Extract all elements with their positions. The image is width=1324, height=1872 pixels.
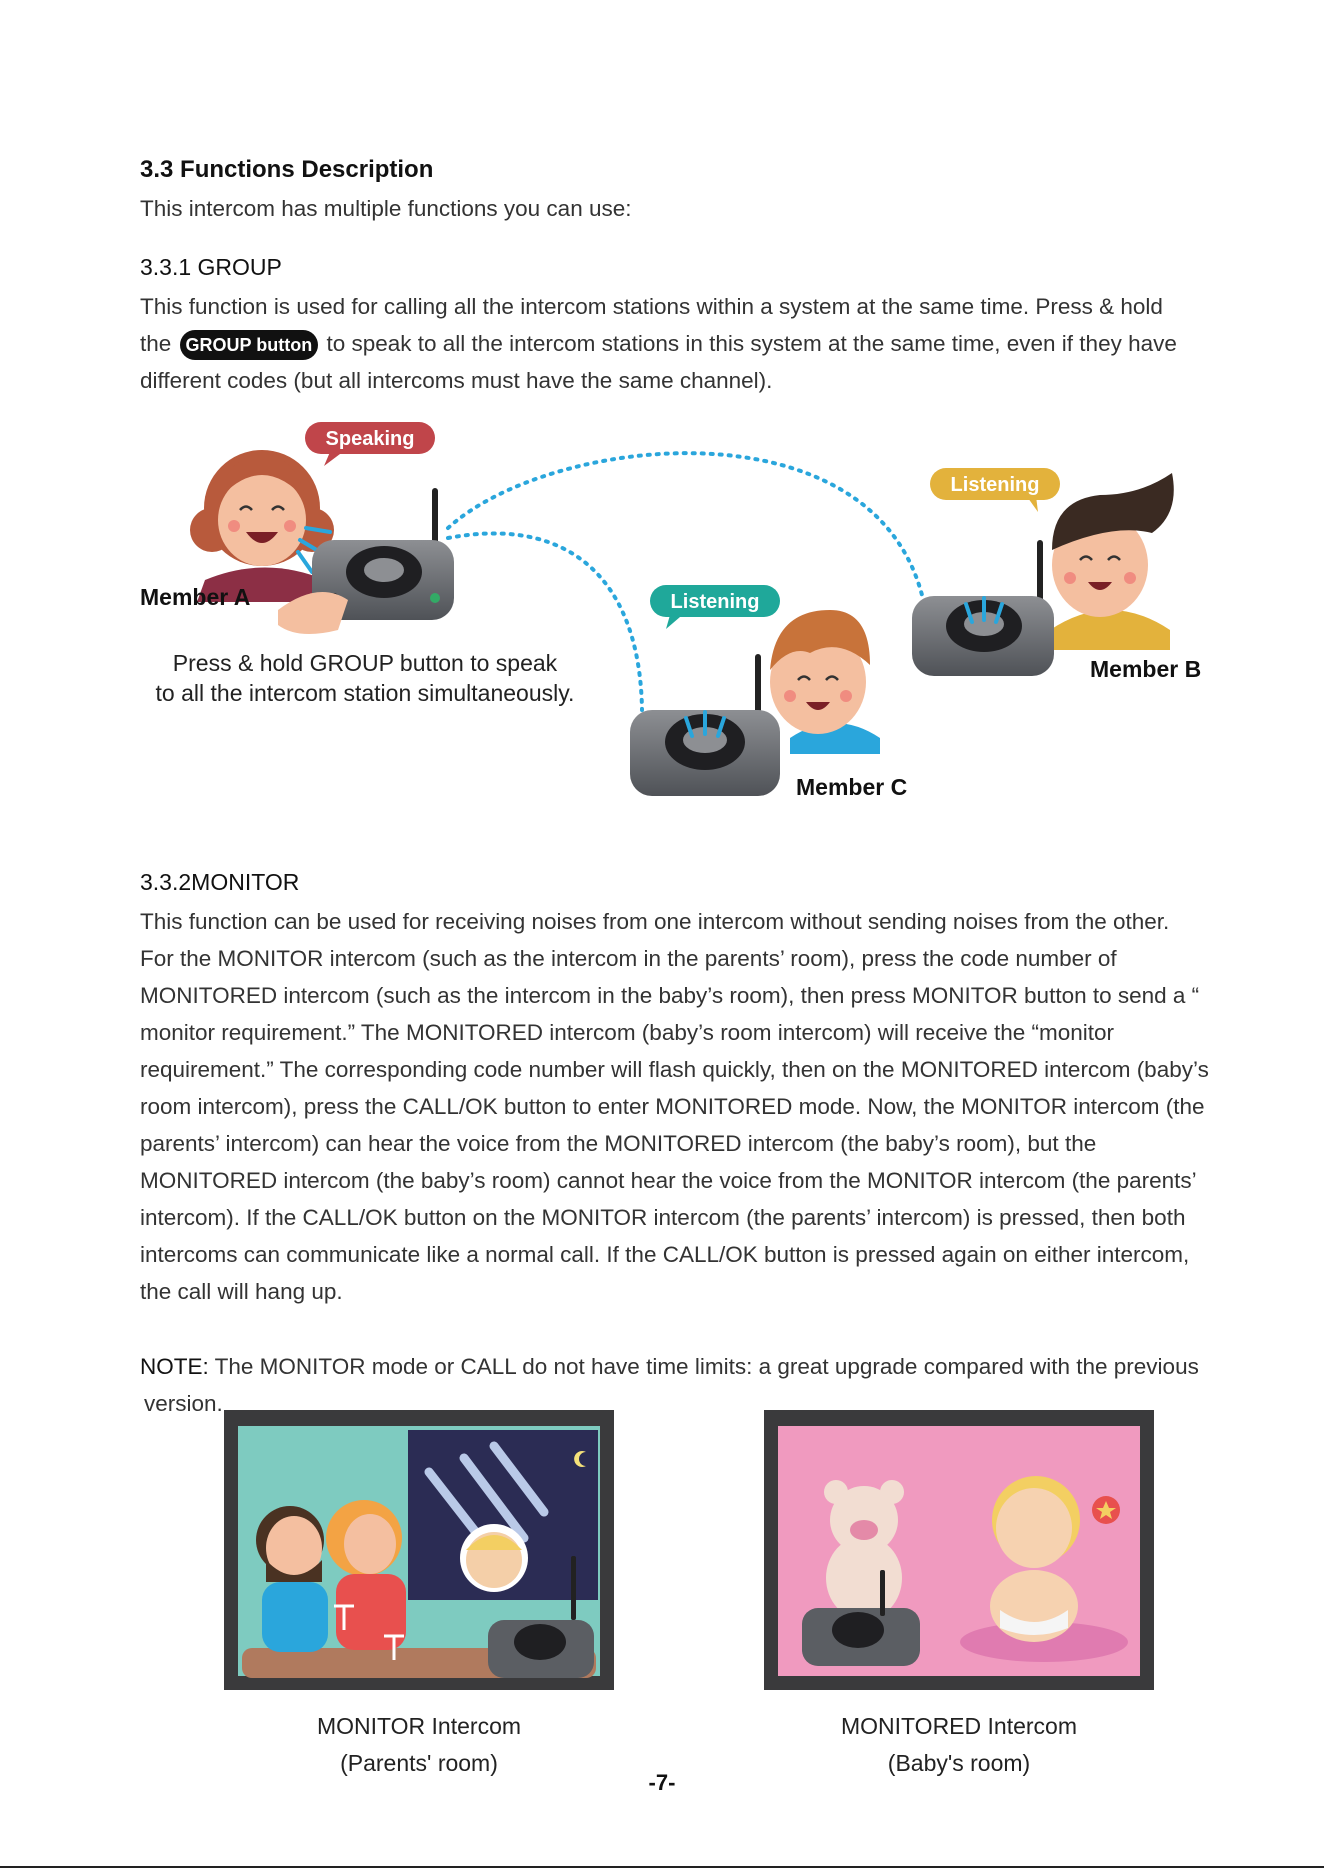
babys-caption-line1: MONITORED Intercom [841, 1713, 1077, 1739]
note-line1 [140, 1348, 1199, 1385]
group-line2-post: to speak to all the intercom stations in this system at the same time, even if they have [326, 331, 1177, 356]
section-title: 3.3 Functions Description [140, 156, 434, 183]
intercom-device-b [912, 540, 1054, 676]
group-line2-pre: the [140, 331, 172, 356]
member-b-label: Member B [1090, 656, 1202, 682]
babys-caption-line2: (Baby's room) [887, 1750, 1031, 1776]
note-line2: version. [144, 1391, 223, 1416]
parents-caption-line1: MONITOR Intercom [316, 1713, 522, 1739]
diagram-caption [140, 648, 590, 708]
member-a-label: Member A [140, 584, 251, 610]
monitor-paragraph [140, 903, 1209, 1310]
note-label: NOTE: [140, 1354, 209, 1379]
monitor-line: room intercom), press the CALL/OK button to enter MONITORED mode. Now, the MONITOR intercom (the [140, 1094, 1205, 1119]
page-bottom-rule [0, 1866, 1324, 1868]
parents-caption-line2: (Parents' room) [340, 1750, 498, 1776]
group-line3: different codes (but all intercoms must have the same channel). [140, 368, 773, 393]
parents-room-illustration [224, 1410, 614, 1690]
listening-bubble-c [650, 585, 780, 629]
group-diagram [130, 420, 1220, 815]
monitor-line: requirement.” The corresponding code number will flash quickly, then on the MONITORED intercom (baby’s [140, 1057, 1209, 1082]
monitor-line: For the MONITOR intercom (such as the intercom in the parents’ room), press the code number of [140, 946, 1117, 971]
listening-label-c: Listening [670, 591, 760, 613]
speaking-bubble [305, 422, 435, 466]
diagram-caption-line1: Press & hold GROUP button to speak [172, 650, 558, 676]
monitor-heading: 3.3.2MONITOR [140, 869, 300, 895]
note-text: The MONITOR mode or CALL do not have time limits: a great upgrade compared with the previous [214, 1354, 1199, 1379]
intercom-device-c [630, 654, 780, 796]
speaking-label: Speaking [325, 428, 415, 450]
member-c-label: Member C [796, 774, 908, 800]
member-c-figure [770, 610, 880, 754]
monitor-line: intercoms can communicate like a normal call. If the CALL/OK button is pressed again on either intercom, [140, 1242, 1190, 1267]
monitor-line: MONITORED intercom (the baby’s room) cannot hear the voice from the MONITOR intercom (the parents’ [140, 1168, 1197, 1193]
section-intro: This intercom has multiple functions you can use: [140, 196, 632, 221]
babys-room-illustration [764, 1410, 1154, 1690]
member-b-figure [1050, 473, 1174, 650]
diagram-caption-line2: to all the intercom station simultaneously. [155, 680, 575, 706]
monitor-line: This function can be used for receiving noises from one intercom without sending noises from the other. [140, 909, 1170, 934]
monitor-line: monitor requirement.” The MONITORED intercom (baby’s room intercom) will receive the “monitor [140, 1020, 1115, 1045]
monitor-line: parents’ intercom) can hear the voice from the MONITORED intercom (the baby’s room), but the [140, 1131, 1097, 1156]
listening-bubble-b [930, 468, 1060, 512]
group-button-badge: GROUP button [180, 330, 319, 360]
monitor-line: the call will hang up. [140, 1279, 343, 1304]
group-line2 [140, 325, 1177, 362]
link-a-to-b [448, 453, 922, 595]
group-line1: This function is used for calling all the intercom stations within a system at the same time. Press & hold [140, 294, 1163, 319]
group-heading: 3.3.1 GROUP [140, 254, 282, 280]
page-number: -7- [648, 1770, 676, 1795]
monitor-line: intercom). If the CALL/OK button on the MONITOR intercom (the parents’ intercom) is pressed, then both [140, 1205, 1186, 1230]
monitor-line: MONITORED intercom (such as the intercom in the baby’s room), then press MONITOR button to send a “ [140, 983, 1200, 1008]
listening-label-b: Listening [950, 474, 1040, 496]
